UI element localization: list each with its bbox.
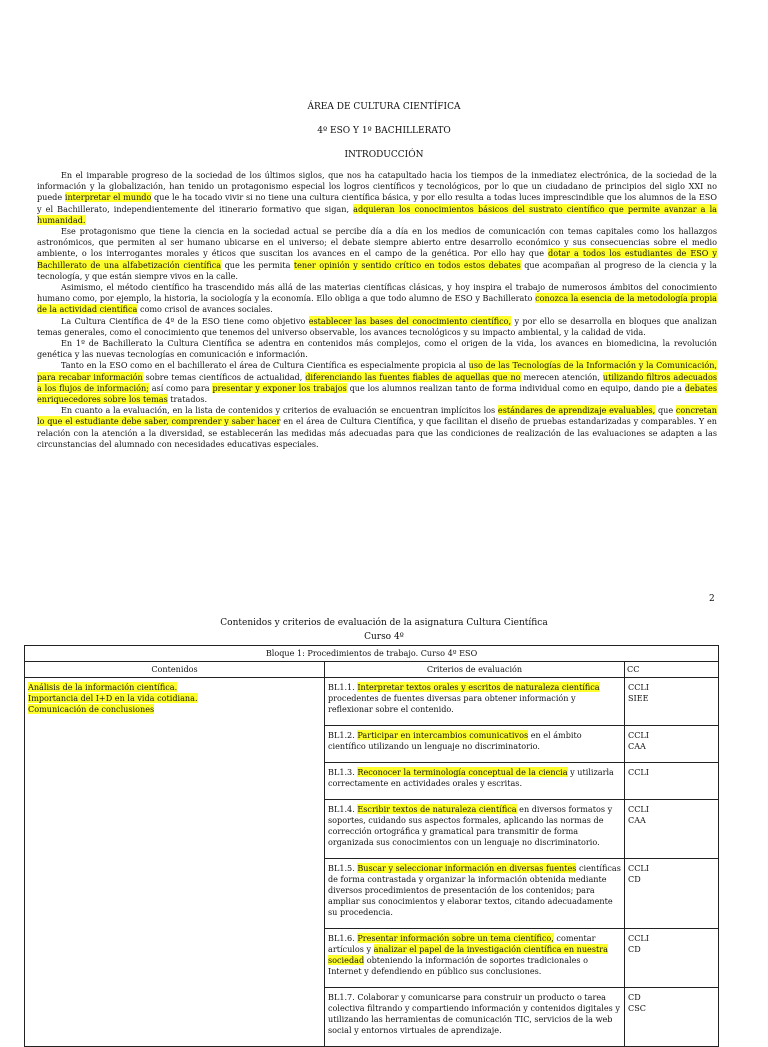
text-run: tratados. [167,394,208,405]
text-run: científicas de forma contrastada y organizar la información obtenida mediante diversos procedimientos de presentación de los contenidos; para ampliar sus conocimientos y elaborar textos, citando adecuadamente su procedencia. [328,863,621,917]
text-run: obteniendo la información de soportes tradicionales o Internet y defendiendo en público sus conclusiones. [328,955,589,976]
cc-cell [625,678,719,726]
page-number: 2 [709,594,715,604]
text-run: merecen atención, [520,371,603,382]
highlighted-text: tener opinión y sentido crítico en todos estos debates [293,259,521,270]
highlighted-text: debates enriquecedores sobre los temas [37,382,717,405]
course-label: Curso 4º [364,632,404,642]
competence-code: CD [628,992,641,1002]
header-cc: CC [625,662,719,678]
cc-cell [625,726,719,763]
text-run: BL1.3. [328,767,358,777]
text-run: sobre temas científicos de actualidad, [142,371,306,382]
cc-cell [625,929,719,988]
criterio-cell [325,678,625,726]
contenido-item: Importancia del I+D en la vida cotidiana. [28,693,198,703]
document-title: ÁREA DE CULTURA CIENTÍFICA [307,102,461,112]
criterio-cell [325,763,625,800]
highlighted-text: concretan lo que el estudiante debe saber, comprender y saber hacer [37,405,717,427]
text-run: BL1.6. [328,933,358,943]
text-run: que le ha tocado vivir si no tiene una cultura científica básica, y por ello resulta a todas luces imprescindible que los alumnos de la ESO y el Bachillerato, independientemente del itinerario formativo que sigan, [37,192,717,214]
intro-paragraph [37,360,717,405]
cc-cell [625,988,719,1047]
intro-paragraph [37,405,717,450]
text-run: así como para [148,382,213,393]
highlighted-text: interpretar el mundo [64,192,152,203]
highlighted-text: conozca la esencia de la metodología propia de la actividad científica [37,293,717,315]
text-run: En 1º de Bachillerato la Cultura Científica se adentra en contenidos más complejos, como el origen de la vida, los avances en biomedicina, la revolución genética y las nuevas tecnologías en comunicación e información. [37,338,717,360]
table-block-row [25,646,719,662]
table-header-row [25,662,719,678]
highlighted-text: dotar a todos los estudiantes de ESO y Bachillerato de una alfabetización científica [37,248,718,270]
text-run: En el imparable progreso de la sociedad de los últimos siglos, que nos ha catapultado hacia los tiempos de la inmediatez electrónica, de la sociedad de la información y la globalización, han tenido un protagonismo especial los logros científicos y tecnológicos, por lo que un ciudadano de principios del siglo XXI no puede [37,170,717,203]
text-run: comentar artículos y [328,933,596,954]
competence-code: CCLI [628,933,649,943]
header-contenidos: Contenidos [25,662,325,678]
competence-code: CCLI [628,682,649,692]
text-run: como crisol de avances sociales. [137,304,273,315]
text-run: En cuanto a la evaluación, en la lista de contenidos y criterios de evaluación se encuentran implícitos los [61,405,498,416]
contenido-item: Comunicación de conclusiones [28,704,155,714]
text-run: BL1.7. Colaborar y comunicarse para construir un producto o tarea colectiva filtrando y compartiendo información y contenidos digitales y utilizando las herramientas de comunicación TIC, servicios de la web social y entornos virtuales de aprendizaje. [328,992,620,1035]
header-criterios: Criterios de evaluación [325,662,625,678]
highlighted-text: adquieran los conocimientos básicos del sustrato científico que permite avanzar a la humanidad. [37,203,718,225]
section-heading: INTRODUCCIÓN [344,150,424,160]
highlighted-text: Escribir textos de naturaleza científica [357,804,517,814]
intro-paragraph [37,226,717,282]
text-run: que [655,405,676,416]
text-run: que acompañan al progreso de la ciencia y la tecnología, y que están siempre vivos en la calle. [37,259,717,281]
competence-code: CAA [628,741,646,751]
criterio-cell [325,988,625,1047]
highlighted-text: estándares de aprendizaje evaluables, [497,405,656,416]
text-run: en el área de Cultura Científica, y que facilitan el diseño de pruebas estandarizadas y comparables. Y en relación con la atención a la diversidad, se establecerán las medidas más adecuadas para que las condiciones de realización de las evaluaciones se adapten a las circunstancias del alumnado con necesidades educativas especiales. [37,416,717,449]
criterio-cell [325,726,625,763]
criteria-table [24,645,719,1047]
competence-code: CCLI [628,804,649,814]
competence-code: CCLI [628,730,649,740]
criterio-cell [325,800,625,859]
text-run: BL1.5. [328,863,358,873]
text-run: BL1.1. [328,682,358,692]
text-run: Tanto en la ESO como en el bachillerato el área de Cultura Científica es especialmente propicia al [61,360,469,371]
highlighted-text: utilizando filtros adecuados a los flujos de información; [37,371,717,393]
table-caption: Contenidos y criterios de evaluación de la asignatura Cultura Científica [220,618,548,628]
criterio-cell [325,929,625,988]
highlighted-text: uso de las Tecnologías de la Información y la Comunicación, para recabar información [37,360,717,382]
text-run: que los alumnos realizan tanto de forma individual como en equipo, dando pie a [346,382,685,393]
criterio-cell [325,859,625,929]
cc-cell [625,800,719,859]
highlighted-text: establecer las bases del conocimiento científico, [308,315,512,326]
cc-cell [625,763,719,800]
competence-code: CCLI [628,863,649,873]
competence-code: CSC [628,1003,646,1013]
text-run: y por ello se desarrolla en bloques que analizan temas generales, como el conocimiento que tenemos del universo observable, los avances tecnológicos y su impacto ambiental, y la calidad de vida. [37,315,717,337]
table-row [25,678,719,726]
text-run: BL1.2. [328,730,358,740]
highlighted-text: diferenciando las fuentes fiables de aquellas que no [305,371,521,382]
text-run: Ese protagonismo que tiene la ciencia en la sociedad actual se percibe día a día en los medios de comunicación con temas capitales como los hallazgos astronómicos, que permiten al ser humano ubicarse en el universo; el debate siempre abierto entre desarrollo económico y sus consecuencias sobre el medio ambiente, o los interrogantes morales y éticos que suscitan los avances en el campo de la genética. Por ello hay que [37,226,717,259]
highlighted-text: analizar el papel de la investigación científica en nuestra sociedad [328,944,608,965]
text-run: en diversos formatos y soportes, cuidando sus aspectos formales, aplicando las normas de corrección ortográfica y gramatical para transmitir de forma organizada sus conocimientos con un lenguaje no discriminatorio. [328,804,613,847]
introduction-text [37,170,717,450]
highlighted-text: Interpretar textos orales y escritos de naturaleza científica [357,682,600,692]
document-subtitle: 4º ESO Y 1º BACHILLERATO [317,126,451,136]
competence-code: CAA [628,815,646,825]
highlighted-text: Presentar información sobre un tema científico, [357,933,554,943]
block-title: Bloque 1: Procedimientos de trabajo. Curso 4º ESO [25,646,719,662]
text-run: procedentes de fuentes diversas para obtener información y reflexionar sobre el contenido. [328,693,576,714]
competence-code: SIEE [628,693,649,703]
text-run: Asimismo, el método científico ha trascendido más allá de las materias científicas clásicas, y hoy inspira el trabajo de numerosos ámbitos del conocimiento humano como, por ejemplo, la historia, la sociología y la economía. Ello obliga a que todo alumno de ESO y Bachillerato [37,282,717,304]
intro-paragraph [37,282,717,316]
text-run: BL1.4. [328,804,358,814]
text-run: La Cultura Científica de 4º de la ESO tiene como objetivo [61,315,309,326]
intro-paragraph [37,316,717,338]
competence-code: CD [628,874,641,884]
text-run: en el ámbito científico utilizando un lenguaje no discriminatorio. [328,730,582,751]
highlighted-text: presentar y exponer los trabajos [212,382,347,393]
highlighted-text: Reconocer la terminología conceptual de la ciencia [357,767,568,777]
highlighted-text: Buscar y seleccionar información en diversas fuentes [357,863,577,873]
contenido-item: Análisis de la información científica. [28,682,178,692]
highlighted-text: Participar en intercambios comunicativos [357,730,529,740]
text-run: y utilizarla correctamente en actividades orales y escritas. [328,767,614,788]
intro-paragraph [37,338,717,360]
cc-cell [625,859,719,929]
contenidos-cell [25,678,325,1047]
intro-paragraph [37,170,717,226]
competence-code: CD [628,944,641,954]
competence-code: CCLI [628,767,649,777]
text-run: que les permita [221,259,294,270]
